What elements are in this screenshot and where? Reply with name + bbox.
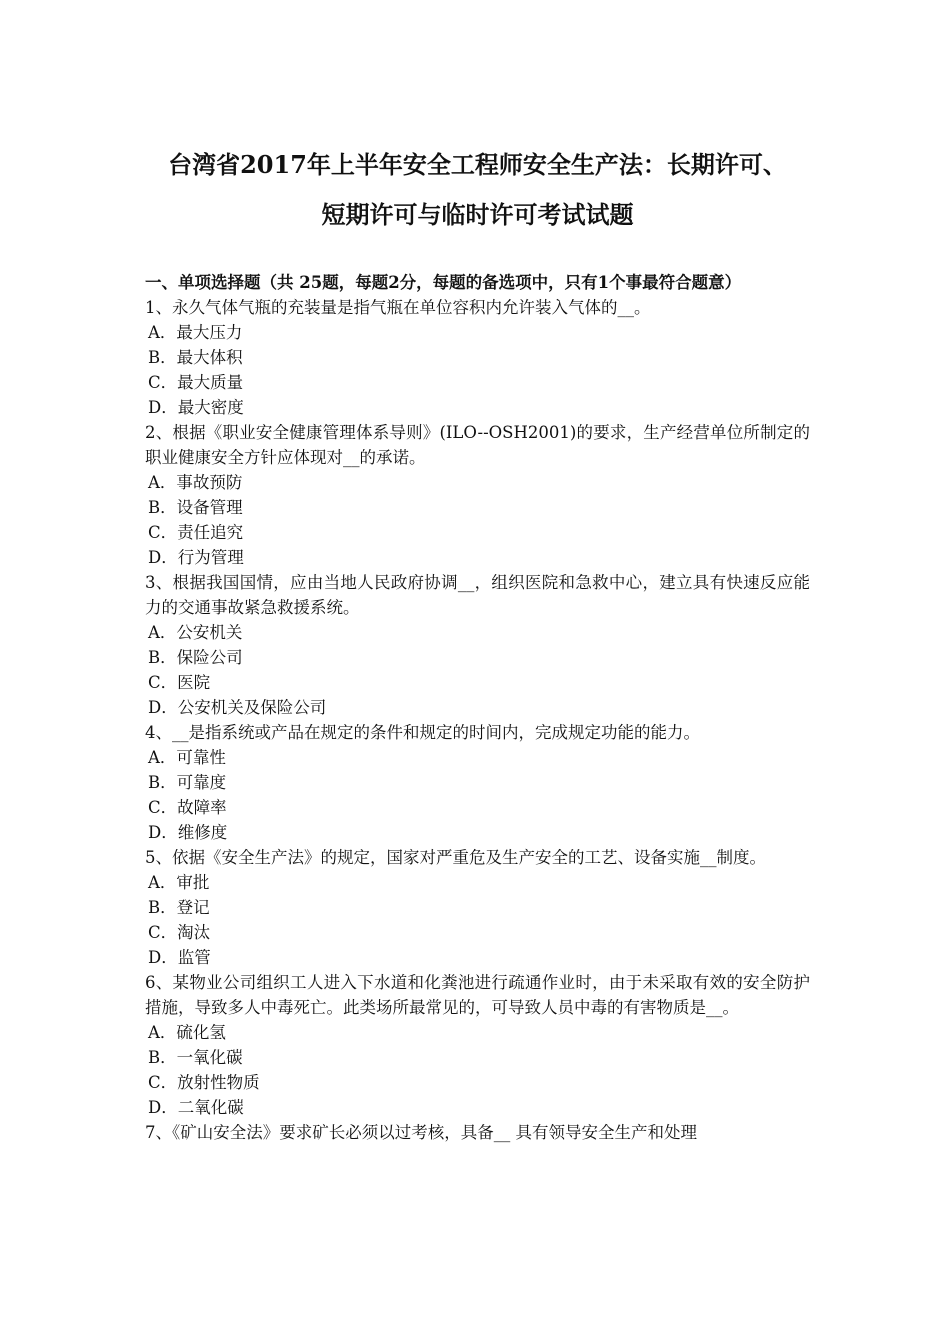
question-7 (145, 1120, 810, 1145)
option-a: A．审批 (148, 873, 210, 892)
option-c: C．淘汰 (148, 923, 211, 942)
option-b: B．可靠度 (148, 773, 227, 792)
question-text: 1、永久气体气瓶的充装量是指气瓶在单位容积内允许装入气体的__。 (145, 298, 651, 317)
question-6 (145, 970, 810, 1120)
document-title (145, 140, 810, 240)
option-d: D．二氧化碳 (148, 1098, 244, 1117)
question-text: 6、某物业公司组织工人进入下水道和化粪池进行疏通作业时，由于未采取有效的安全防护措施，导致多人中毒死亡。此类场所最常见的，可导致人员中毒的有害物质是__。 (145, 973, 810, 1017)
option-d: D．行为管理 (148, 548, 244, 567)
question-1 (145, 295, 810, 420)
title-line-1: 台湾省2017年上半年安全工程师安全生产法：长期许可、 (168, 150, 787, 179)
option-d: D．监管 (148, 948, 211, 967)
question-4 (145, 720, 810, 845)
option-c: C．故障率 (148, 798, 227, 817)
question-text: 4、__是指系统或产品在规定的条件和规定的时间内，完成规定功能的能力。 (145, 723, 700, 742)
option-b: B．一氧化碳 (148, 1048, 243, 1067)
option-d: D．维修度 (148, 823, 228, 842)
question-text: 3、根据我国国情，应由当地人民政府协调__，组织医院和急救中心，建立具有快速反应能力的交通事故紧急救援系统。 (145, 573, 810, 617)
option-d: D．最大密度 (148, 398, 244, 417)
question-list (145, 295, 810, 1145)
option-c: C．医院 (148, 673, 211, 692)
question-text: 2、根据《职业安全健康管理体系导则》(ILO--OSH2001)的要求，生产经营单位所制定的职业健康安全方针应体现对__的承诺。 (145, 423, 810, 467)
option-a: A．事故预防 (148, 473, 243, 492)
option-b: B．最大体积 (148, 348, 243, 367)
question-3 (145, 570, 810, 720)
question-text: 7、《矿山安全法》要求矿长必须以过考核，具备__ 具有领导安全生产和处理 (145, 1123, 697, 1142)
option-c: C．放射性物质 (148, 1073, 260, 1092)
document-page (145, 140, 810, 1145)
option-d: D．公安机关及保险公司 (148, 698, 327, 717)
option-a: A．硫化氢 (148, 1023, 226, 1042)
option-c: C．最大质量 (148, 373, 244, 392)
title-line-2: 短期许可与临时许可考试试题 (321, 200, 634, 229)
question-5 (145, 845, 810, 970)
option-a: A．最大压力 (148, 323, 243, 342)
option-b: B．设备管理 (148, 498, 243, 517)
question-text: 5、依据《安全生产法》的规定，国家对严重危及生产安全的工艺、设备实施__制度。 (145, 848, 766, 867)
option-b: B．登记 (148, 898, 210, 917)
option-b: B．保险公司 (148, 648, 243, 667)
section-heading: 一、单项选择题（共 25题，每题2分，每题的备选项中，只有1个事最符合题意） (145, 273, 742, 292)
option-a: A．可靠性 (148, 748, 226, 767)
option-c: C．责任追究 (148, 523, 244, 542)
question-2 (145, 420, 810, 570)
option-a: A．公安机关 (148, 623, 243, 642)
